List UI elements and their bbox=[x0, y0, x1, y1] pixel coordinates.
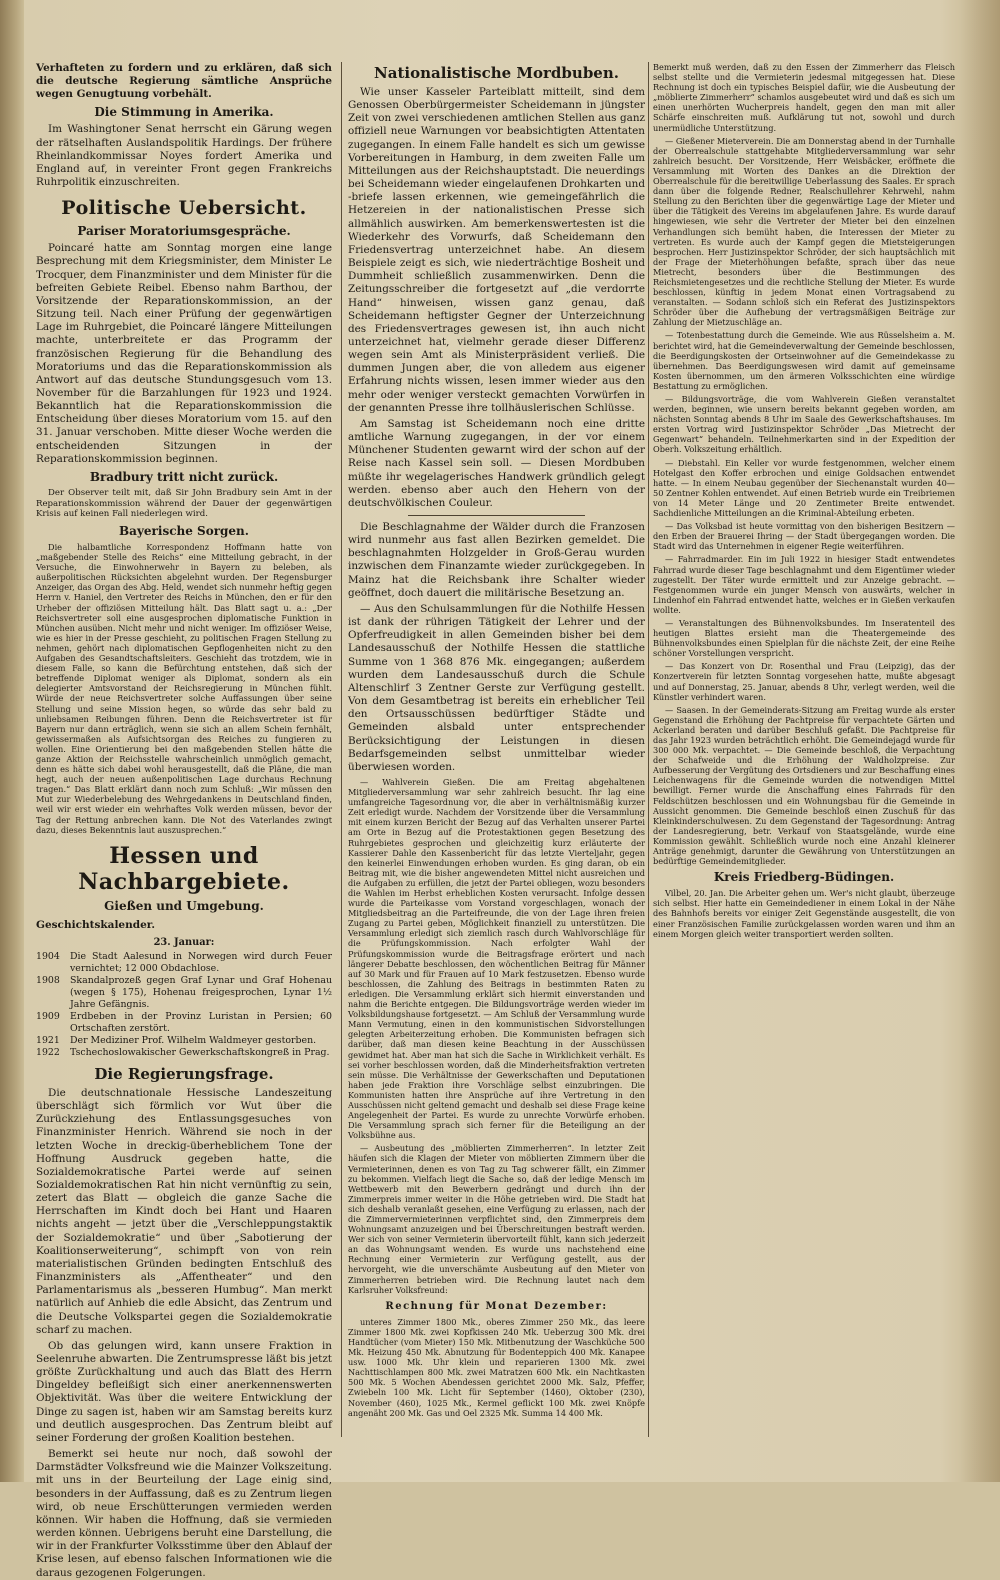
article-text: Die deutschnationale Hessische Landeszeitung überschlägt sich förmlich vor Wut über die Zurückziehung des Entlassungsgesuches von Finanzminister Henrich. Während sie noch in der letzten Woche in dreckig-überheblichem Tone der Hoffnung Ausdruck gegeben hatte, die Sozialdemokratische Partei werde auf seinen Sozialdemokratischen Rat hin nicht vernünftig zu sein, zetert das Blatt — obgleich die ganze Sache die Herrschaften im Kindt doch bei Hant und Haaren nichts angeht — jetzt über die „Verschleppungstaktik der Sozialdemokratie“ und über „Sabotierung der Koalitionserweiterung“, schimpft von von rein materialistischen Gründen bedingten Entschluß des Finanzministers als „Affentheater“ und den Parlamentarismus als „besseren Humbug“. Man merkt natürlich auf Anhieb die edle Absicht, das Zentrum und die Deutsche Volkspartei gegen die Sozialdemokratie scharf zu machen. bbox=[36, 1086, 332, 1336]
calendar-year: 1921 bbox=[36, 1034, 60, 1046]
article-text: Bemerkt muß werden, daß zu den Essen der Zimmerherr das Fleisch selbst stellte und die Vermieterin jedesmal mitgegessen hat. Diese Rechnung ist doch ein typisches Beispiel dafür, wie die Ausbeutung der „möblierte Zimmerherr“ schamlos ausgebeutet wird und daß es sich um einen unerhörten Wucherpreis handelt, gegen den man mit aller Schärfe einschreiten muß. Aufklärung tut not, sowohl und durch unermüdliche Unterstützung. bbox=[653, 62, 955, 133]
calendar-year: 1922 bbox=[36, 1046, 60, 1058]
calendar-text: Die Stadt Aalesund in Norwegen wird durch Feuer vernichtet; 12 000 Obdachlose. bbox=[70, 950, 332, 974]
binding-edge bbox=[0, 0, 24, 1482]
calendar-year: 1908 bbox=[36, 974, 60, 986]
article-text: — Gießener Mieterverein. Die am Donnerstag abend in der Turnhalle der Oberrealschule stattgehabte Mitgliederversammlung war sehr zahlreich besucht. Der Vorsitzende, Herr Weisbäcker, eröffnete die Versammlung mit Worten des Dankes an die Direktion der Oberrealschule für die bereitwillige Ueberlassung des Saales. Er sprach dann über die folgende Redner, Realschullehrer Kehrwehl, nahm Stellung zu den Berichten über die gegenwärtige Lage der Mieter und über die Tätigkeit des Vereins im abgelaufenen Jahre. Es wurde darauf hingewiesen, wie sehr die Vertreter der Mieter bei den einzelnen Verhandlungen sich bemüht haben, die Interessen der Mieter zu vertreten. Es wurde auch der Kampf gegen die Mietsteigerungen besprochen. Herr Justizinspektor Schröder, der sich hauptsächlich mit der Frage der Mieterhöhungen befaßte, sprach über das neue Mietrecht, besonders über die Bestimmungen des Reichsmietengesetzes und die rechtliche Stellung der Mieter. Es wurde beschlossen, künftig in jedem Monat einen Vortragsabend zu veranstalten. — Sodann schloß sich ein Referat des Justizinspektors Schröder über die Aufhebung der vertragsmäßigen Beiträge zur Zahlung der Mietzuschläge an. bbox=[653, 135, 955, 328]
section-heading: Hessen und Nachbargebiete. bbox=[78, 842, 290, 895]
article-text: Der Observer teilt mit, daß Sir John Bradbury sein Amt in der Reparationskommission während der Dauer der gegenwärtigen Krisis auf keinen Fall niederlegen wird. bbox=[36, 487, 332, 520]
calendar-date: 23. Januar: bbox=[153, 936, 215, 948]
calendar-entry bbox=[36, 1047, 332, 1059]
article-text: — Saasen. In der Gemeinderats-Sitzung am Freitag wurde als erster Gegenstand die Erhöhung der Pachtpreise für verpachtete Gärten und Ackerland beraten und darüber Beschluß gefaßt. Die Pachtpreise für das Jahr 1923 wurden beträchtlich erhöht. Die Gemeindejagd wurde für 300 000 Mk. verpachtet. — Die Gemeinde beschloß, die Verpachtung der Schafweide und die Erhöhung der Waldholzpreise. Zur Aufbesserung der Vergütung des Ortsdieners und zur Beschaffung eines Leichenwagens für die Gemeinde wurden die notwendigen Mittel bewilligt. Ferner wurde die Anschaffung eines Fahrrads für den Feldschützen beschlossen und ein Wohnungsbau für die Gemeinde in Aussicht genommen. Die Gemeinde beschloß einen Zuschuß für das Kleinkinderschulwesen. Zu dem Gegenstand der Tagesordnung: Antrag der Landesregierung, betr. Verkauf von Staatsgelände, wurde eine Kommission gewählt. Schließlich wurde noch eine Anzahl kleinerer Anträge genehmigt, darunter die Gewährung von Unterstützungen an bedürftige Gemeindemitglieder. bbox=[653, 704, 955, 867]
article-text: — Das Konzert von Dr. Rosenthal und Frau (Leipzig), das der Konzertverein für letzten Sonntag vorgesehen hatte, mußte abgesagt und auf Donnerstag, 25. Januar, abends 8 Uhr, verlegt werden, weil die Künstler verhindert waren. bbox=[653, 661, 955, 702]
article-text: — Bildungsvorträge, die vom Wahlverein Gießen veranstaltet werden, beginnen, wie unsern bereits bekannt gegeben worden, am nächsten Sonntag abends 8 Uhr im Saale des Gewerkschaftshauses. Im ersten Vortrag wird Justizinspektor Schröder „Das Mietrecht der Gegenwart“ behandeln. Teilnehmerkarten sind in der Expedition der Oberh. Volkszeitung erhältlich. bbox=[653, 394, 955, 455]
invoice-heading: Rechnung für Monat Dezember: bbox=[385, 1300, 608, 1312]
article-text: Die Beschlagnahme der Wälder durch die Franzosen wird nunmehr aus fast allen Bezirken gemeldet. Die beschlagnahmten Holzgelder in Groß-Gerau wurden inzwischen dem Finanzamte wieder zurückgegeben. In Mainz hat die Reichsbank ihre Schalter wieder geöffnet, doch dauert die militärische Besetzung an. bbox=[348, 521, 645, 599]
article-heading: Bradbury tritt nicht zurück. bbox=[89, 469, 279, 484]
page-edge-shadow bbox=[960, 0, 1000, 1482]
invoice-text: unteres Zimmer 1800 Mk., oberes Zimmer 250 Mk., das leere Zimmer 1800 Mk. zwei Kopfkissen 240 Mk. Ueberzug 300 Mk. drei Handtücher (vom Mieter) 150 Mk. Mitbenutzung der Waschküche 500 Mk. Heizung 450 Mk. Abnutzung für Bodenteppich 400 Mk. Kanapee usw. 1000 Mk. Uhr klein und reparieren 1300 Mk. zwei Nachttischlampen 800 Mk. zwei Matratzen 600 Mk. ein Nachtkasten 500 Mk. 5 Wochen Abendessen gerichtet 2000 Mk. Salz, Pfeffer, Zwiebeln 100 Mk. Licht für September (1460), Oktober (230), November (460), 1025 Mk., Kermel geflickt 100 Mk. zwei Knöpfe angenäht 200 Mk. Gas und Oel 2325 Mk. Summa 14 400 Mk. bbox=[348, 1316, 645, 1418]
subsection-heading: Gießen und Umgebung. bbox=[104, 898, 264, 913]
calendar-year: 1904 bbox=[36, 950, 60, 962]
article-text: — Aus den Schulsammlungen für die Nothilfe Hessen ist dank der rührigen Tätigkeit der Lehrer und der Opferfreudigkeit in allen Gemeinden bisher bei dem Landesausschuß der Nothilfe Hessen die stattliche Summe von 1 368 876 Mk. eingegangen; außerdem wurden dem Landesausschuß durch die Schule Altenschlirf 3 Zentner Gerste zur Verfügung gestellt. Von dem Gesamtbetrag ist bereits ein erheblicher Teil den Ortsausschüssen bedürftiger Städte und Gemeinden alsbald unter entsprechender Berücksichtigung der Leistungen in diesen Bedarfsgemeinden selbst unmittelbar wieder überwiesen worden. bbox=[348, 602, 645, 773]
article-heading: Die Stimmung in Amerika. bbox=[94, 105, 274, 120]
article-text: — Fahrradmarder. Ein im Juli 1922 in hiesiger Stadt entwendetes Fahrrad wurde dieser Tage beschlagnahmt und dem Eigentümer wieder zugestellt. Der Täter wurde ermittelt und zur Anzeige gebracht. — Festgenommen wurde ein junger Mensch von auswärts, welcher in Lindenhof ein Fahrrad entwendet hatte, welches er in Gießen verkaufen wollte. bbox=[653, 554, 955, 615]
calendar-text: Skandalprozeß gegen Graf Lynar und Graf Hohenau (wegen § 175), Hohenau freigesprochen, Lynar 1½ Jahre Gefängnis. bbox=[70, 974, 332, 1010]
article-text: — Totenbestattung durch die Gemeinde. Wie aus Rüsselsheim a. M. berichtet wird, hat die Gemeindeverwaltung der Gemeinde beschlossen, die Beerdigungskosten der Ortseinwohner auf die Gemeindekasse zu übernehmen. Das Beerdigungswesen wird damit auf gemeinsame Kosten übernommen, um den ärmeren Volksschichten eine würdige Bestattung zu ermöglichen. bbox=[653, 330, 955, 391]
article-text: Wie unser Kasseler Parteiblatt mitteilt, sind dem Genossen Oberbürgermeister Scheidemann in jüngster Zeit von zwei verschiedenen amtlichen Stellen aus ganz offiziell neue Warnungen vor beabsichtigten Attentaten zugegangen. In einem Falle handelt es sich um gewisse Vorbereitungen in Hamburg, in dem zweiten Falle um Mitteilungen aus der Reichshauptstadt. Die neuerdings bei Scheidemann wieder eingelaufenen Drohkarten und -briefe lassen erkennen, wie gemeingefährlich die Hetzereien in der nationalistischen Presse sich allmählich auswirken. Am bemerkenswertesten ist die Wiederkehr des Vorwurfs, daß Scheidemann den Friedensvertrag unterzeichnet habe. An diesem Beispiele zeigt es sich, wie niederträchtige Bosheit und Dummheit schließlich zusammenwirken. Denn die Zeitungsschreiber die fortgesetzt auf „die verdorrte Hand“ hinweisen, wissen ganz genau, daß Scheidemann heftigster Gegner der Unterzeichnung des Friedensvertrages gewesen ist, ihn auch nicht unterzeichnet hat, vielmehr gerade dieser Differenz wegen sein Amt als Ministerpräsident verließ. Die dummen Jungen aber, die von alledem aus eigener Erfahrung nichts wissen, lesen immer wieder aus den mehr oder weniger versteckt gemachten Vorwürfen in der genannten Presse ihre tollhäuslerischen Schlüsse. bbox=[348, 86, 645, 414]
article-text: — Diebstahl. Ein Keller vor wurde festgenommen, welcher einem Hotelgast den Koffer erbrochen und einige Goldsachen entwendet hatte. — In einem Neubau gegenüber der Siechenanstalt wurden 40—50 Zentner Kohlen entwendet. Auf einen Betrieb wurde ein Treibriemen von 14 Meter Länge und 20 Zentimeter Breite entwendet. Sachdienliche Mitteilungen an die Kriminal-Abteilung erbeten. bbox=[653, 457, 955, 519]
calendar-entry bbox=[36, 1011, 332, 1035]
article-text: Vilbel, 20. Jan. Die Arbeiter gehen um. Wer's nicht glaubt, überzeuge sich selbst. Hier hatte ein Gemeindediener in einem Lokal in der Nähe des Bahnhofs bereits vor einiger Zeit Gegenstände ausgestellt, die von einer Französischen Familie zurückgelassen worden waren und ihm an einem Morgen gleich weiter transportiert werden sollten. bbox=[653, 888, 955, 939]
article-text: Poincaré hatte am Sonntag morgen eine lange Besprechung mit dem Kriegsminister, dem Minister Le Trocquer, dem Finanzminister und dem Minister für die befreiten Gebiete Reibel. Ebenso nahm Barthou, der Vorsitzende der Reparationskommission, an der Sitzung teil. Nach einer Prüfung der gegenwärtigen Lage im Ruhrgebiet, die Poincaré längere Mitteilungen machte, unterbreitete er das Programm der französischen Regierung für die Behandlung des Moratoriums und das die Reparationskommission als Antwort auf das deutsche Stundungsgesuch vom 13. November für die Barzahlungen für 1923 und 1924. Bekanntlich hat die Reparationskommission die Entscheidung über dieses Moratorium vom 15. auf den 31. Januar verschoben. Mitte dieser Woche werden die entscheidenden Sitzungen in der Reparationskommission beginnen. bbox=[36, 242, 332, 465]
calendar-heading: Geschichtskalender. bbox=[36, 918, 155, 931]
article-text: Im Washingtoner Senat herrscht ein Gärung wegen der rätselhaften Auslandspolitik Hardings. Der frühere Rheinlandkommissar Noyes fordert Amerika und England auf, in vereinter Front gegen Frankreichs Ruhrpolitik einzuschreiten. bbox=[36, 123, 332, 189]
column-right bbox=[653, 62, 955, 1462]
calendar-entry bbox=[36, 975, 332, 1011]
article-heading: Die Regierungsfrage. bbox=[94, 1064, 274, 1083]
article-heading: Kreis Friedberg-Büdingen. bbox=[713, 870, 895, 885]
divider bbox=[408, 515, 585, 516]
column-rule bbox=[648, 62, 649, 1437]
article-heading: Bayerische Sorgen. bbox=[119, 524, 249, 539]
calendar-text: Erdbeben in der Provinz Luristan in Persien; 60 Ortschaften zerstört. bbox=[70, 1010, 332, 1034]
calendar-text: Tschechoslowakischer Gewerkschaftskongreß in Prag. bbox=[70, 1046, 330, 1058]
article-text: Am Samstag ist Scheidemann noch eine dritte amtliche Warnung zugegangen, in der vor einem Münchener Studenten gewarnt wird der schon auf der Reise nach Kassel sein soll. — Diesen Mordbuben müßte ihr wegelagerisches Handwerk gründlich gelegt werden. ebenso aber auch den Hehern von der deutschvölkischen Couleur. bbox=[348, 417, 645, 509]
article-text: — Wahlverein Gießen. Die am Freitag abgehaltenen Mitgliederversammlung war sehr zahlreich besucht. Ihr lag eine umfangreiche Tagesordnung vor, die aber in verhältnismäßig kurzer Zeit erledigt wurde. Nachdem der Vorsitzende über die Versammlung mit einem kurzen Bericht der Bezug auf das Verhalten unserer Partei am Orte in Bezug auf die Protestaktionen gegen Besetzung des Ruhrgebietes gesprochen und gleichzeitig kurz erläuterte der Kassierer Dahle den Kassenbericht für das letzte Vierteljahr, gegen den keinerlei Einwendungen erhoben wurden. Es ging daran, ob ein Beitrag mit, wie die bisher angewendeten Mittel nicht ausreichen und die Aufgaben zu erfüllen, die jetzt der Partei obliegen, wozu besonders die Wahlen im Herbst erheblichen Kosten verursacht. Infolge dessen wurde die Parteikasse vom Vorstand vorgeschlagen, wonach der Mitgliedsbeitrag an die Parteifreunde, die von der Lage ihren freien Zugang zu Partei geben, Möglichkeit finanziell zu unterstützen. Die Versammlung erledigt sich ziemlich rasch durch Wahlvorschläge für die Prüfungskommission. Nach erfolgter Wahl der Prüfungskommission wurde die Beitragsfrage erörtert und nach längerer Debatte beschlossen, den wöchentlichen Beitrag für Männer auf 30 Mark und für Frauen auf 10 Mark festzusetzen. Ebenso wurde beschlossen, die Zahlung des Beitrags in bestimmten Raten zu erledigen. Die Versammlung erklärt sich hiermit einverstanden und nahm die Berichte entgegen. Die Bildungsvorträge werden wieder im Volksbildungshause fortgesetzt. — Am Schluß der Versammlung wurde Mann Vermutung, einen in den kommunistischen Sidvorstellungen gelegten Arbeiterzeitung erhoben. Die Kommunisten befragen sich darüber, daß man diesen keine Beachtung in der Ausschüssen gewidmet hat. Aber man hat sich die Sache in Wirklichkeit verhält. Es sei vorher beschlossen worden, daß die Minderheitsfraktion vertreten sein müsse. Die Verhältnisse der Gewerkschaften und Deputationen haben jede Fraktion ihre Vorschläge selbst einzubringen. Die Kommunisten hatten ihre Ansprüche auf ihre Vertretung in den Ausschüssen nicht geltend gemacht und deshalb sei diese Frage keine Angelegenheit der Partei. Es wurde zu unrechte Vorwürfe erhoben. Die Versammlung sprach sich ferner für die Beteiligung an der Volksbühne aus. bbox=[348, 776, 645, 1141]
calendar-year: 1909 bbox=[36, 1010, 60, 1022]
calendar-entry bbox=[36, 951, 332, 975]
article-intro: Verhafteten zu fordern und zu erklären, daß sich die deutsche Regierung sämtliche Ansprüche wegen Genugtuung vorbehält. bbox=[36, 62, 332, 101]
column-middle bbox=[348, 62, 645, 1462]
article-heading: Pariser Moratoriumsgespräche. bbox=[77, 224, 291, 239]
calendar-entry bbox=[36, 1035, 332, 1047]
article-heading: Nationalistische Mordbuben. bbox=[374, 64, 619, 82]
section-heading: Politische Uebersicht. bbox=[61, 197, 307, 220]
article-text: — Ausbeutung des „möblierten Zimmerherren“. In letzter Zeit häufen sich die Klagen der Mieter von möblierten Zimmern über die Vermieterinnen, denen es von Tag zu Tag schwerer fällt, ein Zimmer zu bekommen. Vielfach liegt die Sache so, daß der ledige Mensch im Wettbewerb mit den Bewerbern gedrängt und durch ihn der Zimmerpreis immer weiter in die Höhe getrieben wird. Die Stadt hat sich deshalb veranlaßt gesehen, eine Verfügung zu erlassen, nach der die Zimmervermieterinnen verpflichtet sind, den Zimmerpreis dem Wohnungsamt anzuzeigen und bei Überschreitungen bestraft werden. Wer sich von seiner Vermieterin übervorteilt fühlt, kann sich jederzeit an das Wohnungsamt wenden. Es wurde uns nachstehend eine Rechnung einer Vermieterin zur Verfügung gestellt, aus der hervorgeht, wie die unverschämte Ausbeutung auf den Mieter von Zimmerherren betrieben wird. Die Rechnung lautet nach dem Karlsruher Volksfreund: bbox=[348, 1143, 645, 1295]
article-text: — Veranstaltungen des Bühnenvolksbundes. Im Inseratenteil des heutigen Blattes ersieht man die Theatergemeinde des Bühnenvolksbundes einen Spielplan für die nächste Zeit, der eine Reihe schöner Vorstellungen verspricht. bbox=[653, 617, 955, 659]
column-rule bbox=[341, 62, 342, 1437]
article-text: Ob das gelungen wird, kann unsere Fraktion in Seelenruhe abwarten. Die Zentrumspresse läßt bis jetzt größte Zurückhaltung und auch das Blatt des Herrn Dingeldey befleißigt sich einer anerkennenswerten Objektivität. Was über die weitere Entwicklung der Dinge zu sagen ist, haben wir am Samstag bereits kurz und deutlich ausgesprochen. Das Zentrum bleibt auf seiner Forderung der großen Koalition bestehen. bbox=[36, 1339, 332, 1444]
article-text: — Das Volksbad ist heute vormittag von den bisherigen Besitzern — den Erben der Brauerei Ihring — der Stadt übergegangen worden. Die Stadt wird das Unternehmen in eigener Regie weiterführen. bbox=[653, 521, 955, 552]
article-text: Die halbamtliche Korrespondenz Hoffmann hatte von „maßgebender Stelle des Reichs“ eine Mitteilung gebracht, in der Versuche, die Einwohnerwehr in Bayern zu beleben, als außerpolitischen Rücksichten abgelehnt wurden. Der Regensburger Anzeiger, das Organ des Abg. Held, wendet sich nunmehr heftig gegen Herrn v. Haniel, den Vertreter des Reichs in München, den er für den Urheber der offiziösen Mitteilung hält. Das Blatt sagt u. a.: „Der Reichsvertreter soll eine ausgesprochen diplomatische Funktion in München ausüben. Nicht mehr und nicht weniger. Im offiziöser Weise, wie es hier in der Presse geschieht, zu politischen Fragen Stellung zu nehmen, gehört nach diplomatischen Gepflogenheiten nicht zu den Aufgaben des Gesandtschaftsleiters. Geschieht das trotzdem, wie in diesem Falle, so kann die Befürchtung entstehen, daß sich der betreffende Diplomat weniger als Diplomat, sondern als ein delegierter Amtsvorstand der Reichsregierung in München fühlt. Würde der neue Reichsvertreter solche Auffassungen über seine Stellung und seine Mission hegen, so würde das sehr bald zu unliebsamen Reibungen führen. Denn die Reichsvertreter ist für Bayern nur dann erträglich, wenn sie sich an allem Schein fernhält, gewissermaßen als Aufsichtsorgan des Reiches zu fungieren zu wollen. Eine Orientierung bei den maßgebenden Stellen hätte die ganze Aktion der Reichsstelle wahrscheinlich unmöglich gemacht, denn es hätte sich dabei wohl herausgestellt, daß die Pläne, die man hegt, auch der neuen außenpolitischen Lage durchaus Rechnung tragen.“ Das Blatt erklärt dann noch zum Schluß: „Wir müssen den Mut zur Wiederbelebung des Wehrgedankens in Deutschland finden, weil wir erst wieder ein wehrhaftes Volk werden müssen, bevor der Tag der Rettung anbrechen kann. Die Not des Vaterlandes zwingt dazu, dieses Bekenntnis laut auszusprechen.“ bbox=[36, 542, 332, 835]
calendar-text: Der Mediziner Prof. Wilhelm Waldmeyer gestorben. bbox=[70, 1034, 317, 1046]
column-left bbox=[36, 62, 332, 1579]
calendar-list bbox=[36, 951, 332, 1059]
article-text: Bemerkt sei heute nur noch, daß sowohl der Darmstädter Volksfreund wie die Mainzer Volkszeitung. mit uns in der Beurteilung der Lage einig sind, besonders in der Auffassung, daß es zu Zentrum liegen wird, ob neue Erschütterungen vermieden werden können. Wir haben die Hoffnung, daß sie vermieden werden können. Uebrigens beruht eine Darstellung, die wir in der Frankfurter Volksstimme über den Ablauf der Krise lesen, auf ebenso falschen Informationen wie die daraus gezogenen Folgerungen. bbox=[36, 1448, 332, 1579]
